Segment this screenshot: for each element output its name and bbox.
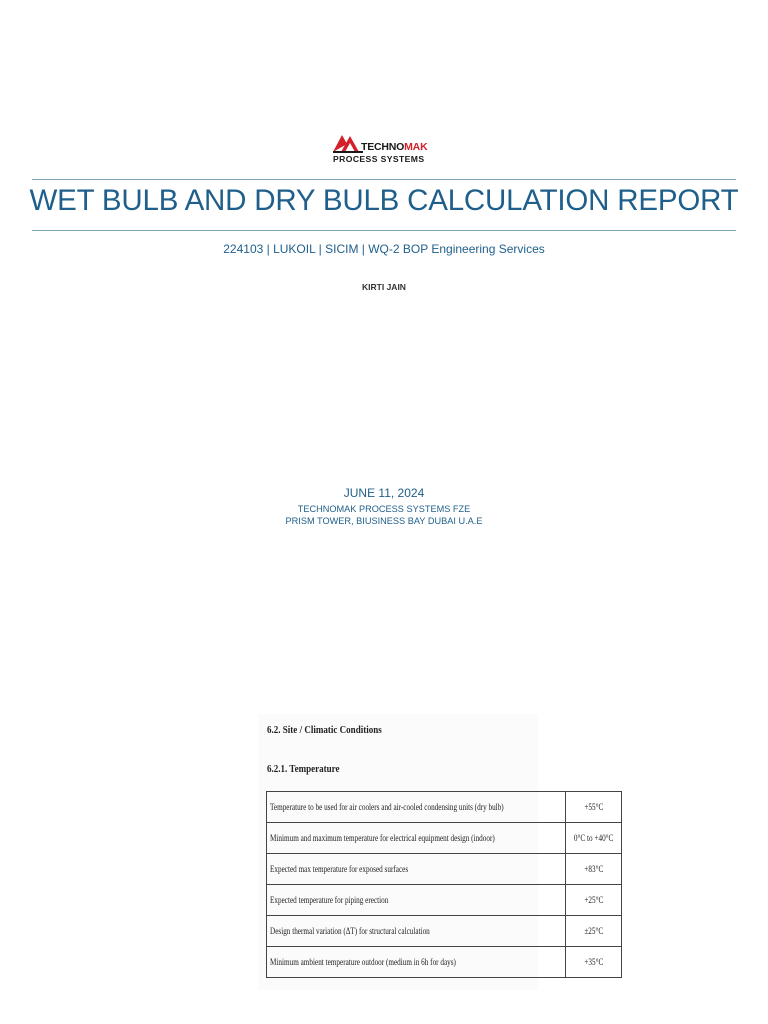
logo-brand-primary: TECHNO: [361, 141, 405, 153]
row-description: Design thermal variation (ΔT) for structural calculation: [267, 916, 566, 947]
table-row: [267, 916, 622, 947]
row-description: Expected max temperature for exposed surfaces: [267, 854, 566, 885]
title-bottom-rule: [32, 230, 736, 231]
spec-excerpt-image: [258, 714, 614, 990]
temperature-table: [266, 791, 622, 978]
row-value: ±25°C: [566, 916, 622, 947]
company-address: PRISM TOWER, BIUSINESS BAY DUBAI U.A.E: [285, 516, 483, 526]
table-row: [267, 823, 622, 854]
report-subtitle: 224103 | LUKOIL | SICIM | WQ-2 BOP Engineering Services: [223, 242, 545, 256]
row-description: Minimum ambient temperature outdoor (medium in 6h for days): [267, 947, 566, 978]
report-author: KIRTI JAIN: [362, 282, 406, 292]
logo-wordmark: [361, 141, 427, 153]
table-row: [267, 885, 622, 916]
table-row: [267, 947, 622, 978]
logo-brand-accent: MAK: [404, 141, 428, 153]
report-date: JUNE 11, 2024: [343, 486, 425, 500]
row-description: Minimum and maximum temperature for electrical equipment design (indoor): [267, 823, 566, 854]
company-name: TECHNOMAK PROCESS SYSTEMS FZE: [297, 504, 471, 514]
row-value: +83°C: [566, 854, 622, 885]
row-value: +35°C: [566, 947, 622, 978]
subsection-heading: 6.2.1. Temperature: [267, 763, 340, 775]
title-top-rule: [32, 179, 736, 180]
row-value: +55°C: [566, 792, 622, 823]
report-title: WET BULB AND DRY BULB CALCULATION REPORT: [29, 184, 739, 217]
row-description: Expected temperature for piping erection: [267, 885, 566, 916]
company-logo: [333, 132, 439, 166]
section-heading: 6.2. Site / Climatic Conditions: [267, 724, 382, 736]
row-value: +25°C: [566, 885, 622, 916]
row-value: 0°C to +40°C: [566, 823, 622, 854]
row-description: Temperature to be used for air coolers and air-cooled condensing units (dry bulb): [267, 792, 566, 823]
table-row: [267, 792, 622, 823]
table-row: [267, 854, 622, 885]
logo-tagline: PROCESS SYSTEMS: [333, 154, 425, 164]
